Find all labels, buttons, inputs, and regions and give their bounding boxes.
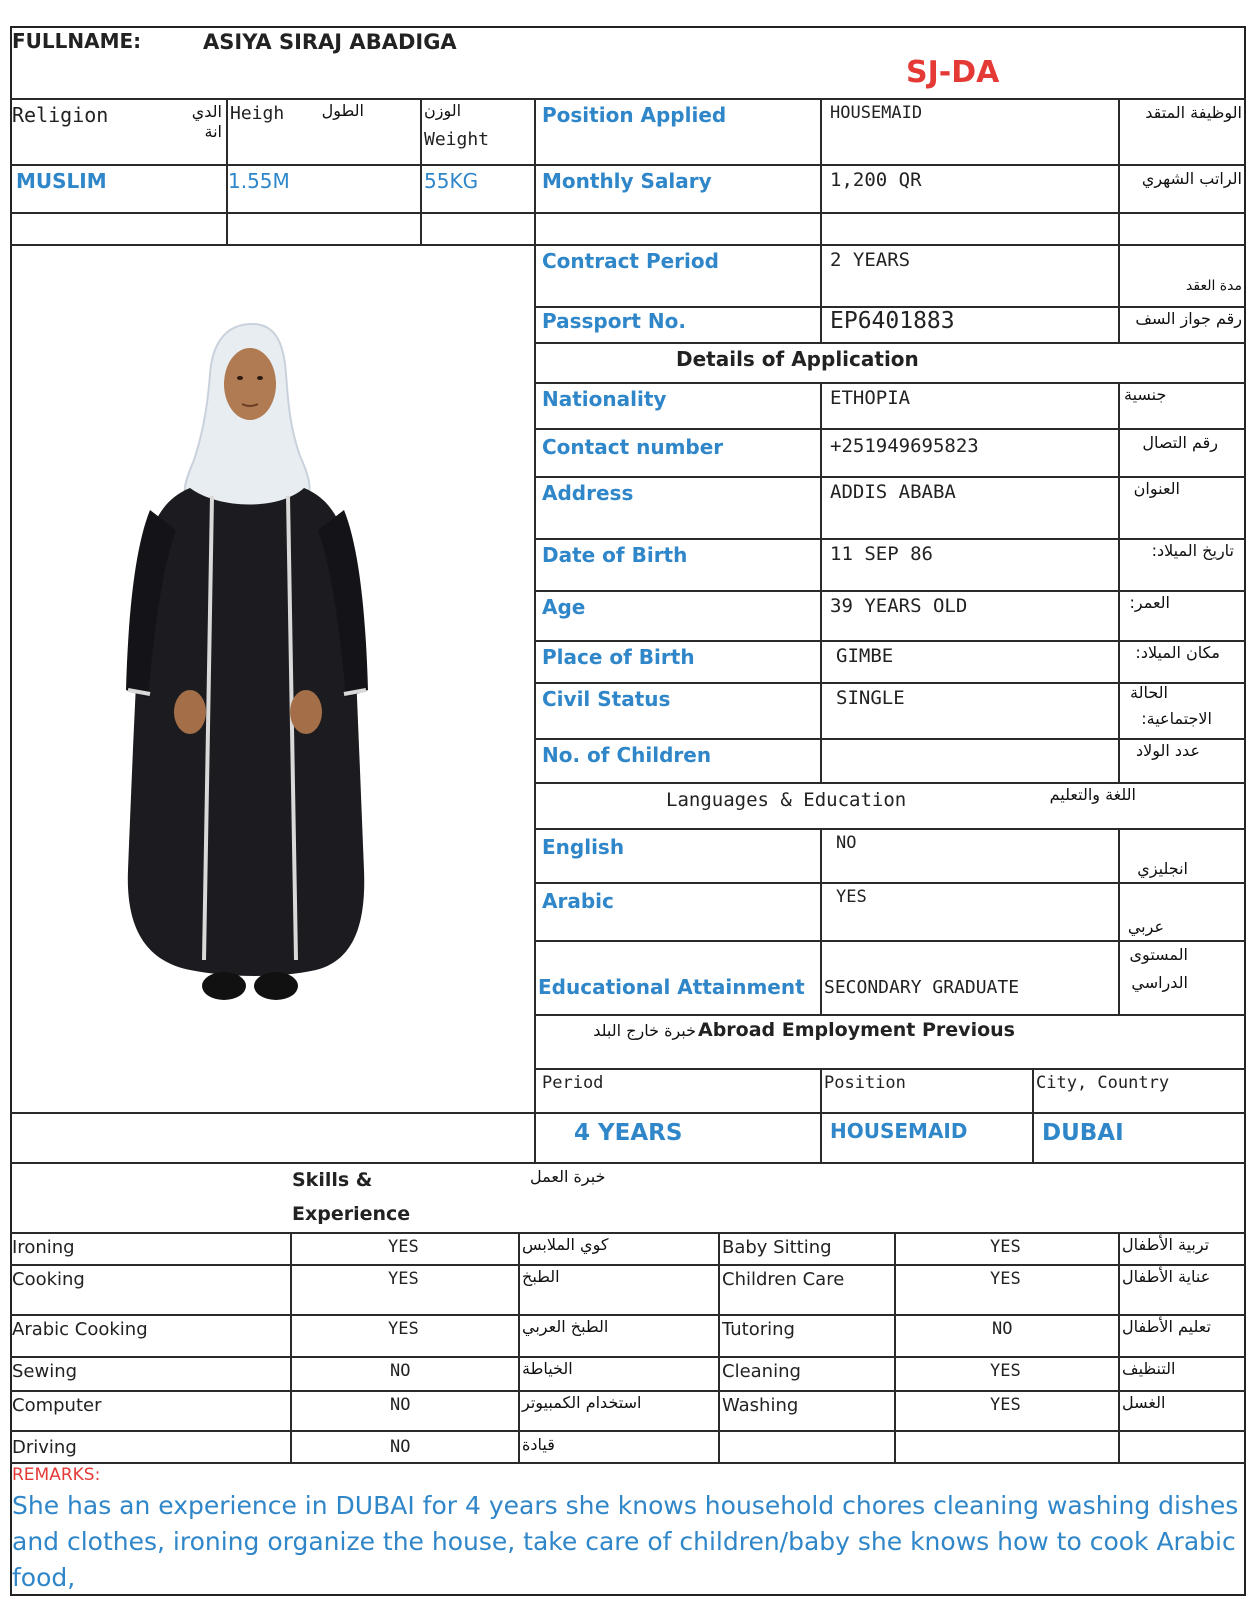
skill-arabic: الطبخ العربي bbox=[522, 1317, 609, 1336]
education-arabic-2: الدراسي bbox=[1131, 973, 1188, 992]
divider bbox=[536, 738, 1246, 740]
divider bbox=[894, 1232, 896, 1462]
divider bbox=[536, 1068, 1246, 1070]
skill-value: YES bbox=[388, 1237, 419, 1257]
monthly-salary-arabic: الراتب الشهري bbox=[1141, 169, 1242, 188]
address-arabic: العنوان bbox=[1133, 479, 1180, 498]
divider bbox=[536, 476, 1246, 478]
religion-arabic: الدي انة bbox=[191, 102, 222, 141]
divider bbox=[536, 828, 1246, 830]
skill-label: Driving bbox=[12, 1437, 77, 1458]
education-arabic-1: المستوى bbox=[1129, 945, 1188, 964]
civil-status-label: Civil Status bbox=[542, 687, 671, 711]
education-value: SECONDARY GRADUATE bbox=[824, 977, 1020, 998]
position-applied-arabic: الوظيفة المتقد bbox=[1145, 103, 1242, 122]
date-of-birth-arabic: تاريخ الميلاد: bbox=[1151, 541, 1234, 560]
civil-status-arabic-1: الحالة bbox=[1130, 683, 1168, 702]
civil-status-value: SINGLE bbox=[836, 687, 905, 709]
religion-label: Religion bbox=[12, 103, 109, 127]
nationality-value: ETHOPIA bbox=[830, 387, 911, 409]
contract-period-label: Contract Period bbox=[542, 249, 719, 273]
passport-no-label: Passport No. bbox=[542, 309, 686, 333]
weight-label: Weight bbox=[424, 129, 490, 150]
divider bbox=[1118, 828, 1120, 1014]
divider bbox=[10, 98, 1246, 100]
divider bbox=[10, 1356, 1246, 1358]
divider bbox=[1118, 1232, 1120, 1462]
contact-number-value: +251949695823 bbox=[830, 435, 979, 457]
divider bbox=[536, 782, 1246, 784]
position-applied-label: Position Applied bbox=[542, 103, 727, 127]
divider bbox=[536, 538, 1246, 540]
education-label: Educational Attainment bbox=[538, 975, 805, 999]
divider bbox=[820, 98, 822, 342]
skills-title-arabic: خبرة العمل bbox=[530, 1167, 606, 1186]
divider bbox=[536, 342, 1246, 344]
skill-label: Washing bbox=[722, 1395, 799, 1416]
city-country-value: DUBAI bbox=[1042, 1120, 1124, 1146]
contact-number-label: Contact number bbox=[542, 435, 724, 459]
divider bbox=[10, 1112, 1246, 1114]
skill-value: YES bbox=[990, 1361, 1021, 1381]
divider bbox=[10, 1162, 1246, 1164]
divider bbox=[10, 1232, 1246, 1234]
divider bbox=[10, 212, 1246, 214]
place-of-birth-label: Place of Birth bbox=[542, 645, 695, 669]
place-of-birth-arabic: مكان الميلاد: bbox=[1135, 643, 1220, 662]
divider bbox=[1032, 1068, 1034, 1162]
contract-period-value: 2 YEARS bbox=[830, 249, 911, 271]
divider bbox=[536, 428, 1246, 430]
skill-arabic: التنظيف bbox=[1122, 1359, 1176, 1378]
divider bbox=[536, 382, 1246, 384]
age-label: Age bbox=[542, 595, 586, 619]
english-arabic: انجليزي bbox=[1137, 859, 1188, 878]
period-value: 4 YEARS bbox=[574, 1120, 683, 1146]
date-of-birth-value: 11 SEP 86 bbox=[830, 543, 933, 565]
skill-label: Arabic Cooking bbox=[12, 1319, 148, 1340]
position-applied-value: HOUSEMAID bbox=[830, 103, 923, 123]
period-header: Period bbox=[542, 1073, 604, 1093]
address-value: ADDIS ABABA bbox=[830, 481, 956, 503]
skill-value: NO bbox=[390, 1395, 411, 1415]
divider bbox=[1118, 382, 1120, 782]
skill-label: Children Care bbox=[722, 1269, 845, 1290]
skill-value: NO bbox=[390, 1437, 411, 1457]
skill-value: NO bbox=[992, 1319, 1013, 1339]
divider bbox=[290, 1232, 292, 1462]
applicant-code: SJ-DA bbox=[906, 55, 1000, 90]
no-of-children-label: No. of Children bbox=[542, 743, 712, 767]
skill-arabic: الغسل bbox=[1122, 1393, 1166, 1412]
divider bbox=[536, 640, 1246, 642]
divider bbox=[10, 164, 1246, 166]
applicant-photo bbox=[120, 310, 380, 1030]
skill-arabic: كوي الملابس bbox=[522, 1235, 609, 1254]
divider bbox=[10, 1430, 1246, 1432]
divider bbox=[534, 98, 536, 1162]
skill-label: Computer bbox=[12, 1395, 102, 1416]
passport-no-arabic: رقم جواز السف bbox=[1135, 309, 1242, 328]
skill-value: YES bbox=[990, 1237, 1021, 1257]
arabic-value: YES bbox=[836, 887, 867, 907]
details-section-title: Details of Application bbox=[676, 347, 919, 371]
employment-title: Abroad Employment Previous bbox=[698, 1019, 1015, 1041]
arabic-label: Arabic bbox=[542, 889, 614, 913]
divider bbox=[820, 828, 822, 1014]
date-of-birth-label: Date of Birth bbox=[542, 543, 688, 567]
english-label: English bbox=[542, 835, 625, 859]
monthly-salary-value: 1,200 QR bbox=[830, 169, 922, 191]
divider bbox=[518, 1232, 520, 1462]
skill-arabic: الطبخ bbox=[522, 1267, 560, 1286]
age-value: 39 YEARS OLD bbox=[830, 595, 968, 617]
divider bbox=[536, 590, 1246, 592]
divider bbox=[10, 1314, 1246, 1316]
skill-arabic: قيادة bbox=[522, 1435, 555, 1454]
languages-title-arabic: اللغة والتعليم bbox=[1049, 785, 1136, 804]
skills-title-line2: Experience bbox=[292, 1203, 411, 1225]
skill-label: Tutoring bbox=[722, 1319, 795, 1340]
divider bbox=[1118, 98, 1120, 342]
skill-value: YES bbox=[990, 1269, 1021, 1289]
skill-value: NO bbox=[390, 1361, 411, 1381]
remarks-text: She has an experience in DUBAI for 4 years she knows household chores cleaning washing dishes and clothes, ironing organize the house, take care of children/baby she knows how to cook Arabic food, bbox=[12, 1491, 1239, 1592]
employment-title-arabic: خبرة خارج البلد bbox=[593, 1021, 696, 1040]
height-arabic: الطول bbox=[321, 101, 364, 120]
skill-label: Baby Sitting bbox=[722, 1237, 832, 1258]
skill-value: YES bbox=[990, 1395, 1021, 1415]
divider bbox=[10, 1390, 1246, 1392]
divider bbox=[718, 1232, 720, 1462]
skills-title-line1: Skills & bbox=[292, 1169, 373, 1191]
no-of-children-arabic: عدد الولاد bbox=[1136, 741, 1200, 760]
divider bbox=[10, 1462, 1246, 1464]
height-label: Heigh bbox=[230, 103, 285, 124]
divider bbox=[820, 382, 822, 782]
height-value: 1.55M bbox=[228, 169, 290, 193]
passport-no-value: EP6401883 bbox=[830, 308, 955, 334]
skill-label: Cleaning bbox=[722, 1361, 801, 1382]
fullname-value: ASIYA SIRAJ ABADIGA bbox=[203, 30, 457, 54]
remarks-label: REMARKS: bbox=[12, 1465, 101, 1485]
nationality-arabic: جنسية bbox=[1124, 385, 1167, 404]
skill-label: Ironing bbox=[12, 1237, 75, 1258]
civil-status-arabic-2: الاجتماعية: bbox=[1141, 709, 1212, 728]
monthly-salary-label: Monthly Salary bbox=[542, 169, 712, 193]
city-country-header: City, Country bbox=[1036, 1073, 1170, 1093]
divider bbox=[10, 1264, 1246, 1266]
divider bbox=[10, 244, 1246, 246]
skill-label: Sewing bbox=[12, 1361, 78, 1382]
skill-arabic: تعليم الأطفال bbox=[1122, 1317, 1211, 1336]
skill-arabic: تربية الأطفال bbox=[1122, 1235, 1210, 1254]
divider bbox=[536, 882, 1246, 884]
place-of-birth-value: GIMBE bbox=[836, 645, 894, 667]
weight-arabic: الوزن bbox=[424, 101, 462, 120]
skill-value: YES bbox=[388, 1319, 419, 1339]
skill-arabic: استخدام الكمبيوتر bbox=[522, 1393, 642, 1412]
contract-period-arabic: مدة العقد bbox=[1186, 278, 1242, 294]
divider bbox=[536, 1014, 1246, 1016]
languages-title: Languages & Education bbox=[666, 789, 907, 811]
religion-value: MUSLIM bbox=[16, 169, 107, 193]
skill-value: YES bbox=[388, 1269, 419, 1289]
divider bbox=[420, 98, 422, 244]
position-header: Position bbox=[824, 1073, 906, 1093]
fullname-label: FULLNAME: bbox=[12, 29, 142, 53]
age-arabic: العمر: bbox=[1129, 593, 1170, 612]
english-value: NO bbox=[836, 833, 857, 853]
divider bbox=[536, 940, 1246, 942]
contact-number-arabic: رقم التصال bbox=[1142, 433, 1218, 452]
position-value: HOUSEMAID bbox=[830, 1119, 968, 1143]
divider bbox=[820, 1068, 822, 1162]
nationality-label: Nationality bbox=[542, 387, 667, 411]
skill-arabic: الخياطة bbox=[522, 1359, 573, 1378]
skill-arabic: عناية الأطفال bbox=[1122, 1267, 1211, 1286]
skill-label: Cooking bbox=[12, 1269, 85, 1290]
weight-value: 55KG bbox=[424, 169, 479, 193]
address-label: Address bbox=[542, 481, 634, 505]
arabic-arabic: عربي bbox=[1127, 917, 1164, 936]
